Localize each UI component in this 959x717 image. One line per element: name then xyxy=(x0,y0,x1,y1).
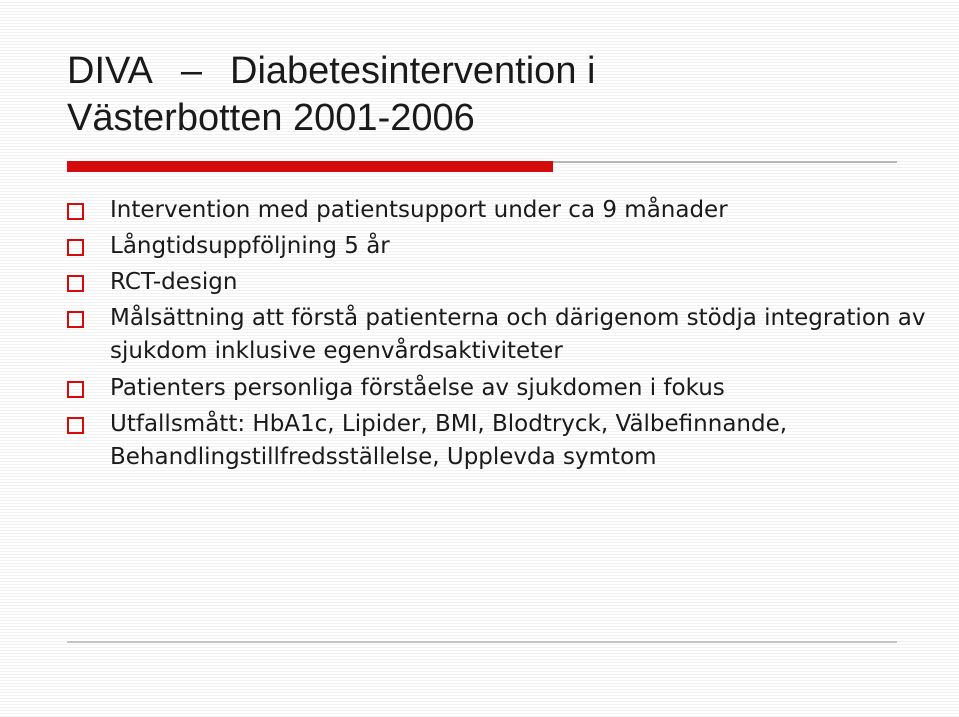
title-line-1 xyxy=(67,48,595,95)
title-dash: – xyxy=(180,50,203,92)
bullet-text: Långtidsuppföljning 5 år xyxy=(110,233,390,259)
slide-title xyxy=(67,48,595,142)
bullet-text: Intervention med patientsupport under ca 9 månader xyxy=(110,197,728,223)
title-underline-red-bar xyxy=(67,161,553,172)
hollow-square-bullet-icon xyxy=(67,239,84,256)
hollow-square-bullet-icon xyxy=(67,311,84,328)
title-underline xyxy=(67,161,897,173)
bullet-item-followup xyxy=(67,230,927,262)
hollow-square-bullet-icon xyxy=(67,275,84,292)
bullet-item-goal xyxy=(67,302,927,368)
bullet-item-focus xyxy=(67,372,927,404)
bullet-item-design xyxy=(67,266,927,298)
hollow-square-bullet-icon xyxy=(67,417,84,434)
bullet-item-intervention xyxy=(67,194,927,226)
hollow-square-bullet-icon xyxy=(67,203,84,220)
bullet-text: RCT-design xyxy=(110,269,238,295)
bullet-list xyxy=(67,194,927,478)
bullet-text: Målsättning att förstå patienterna och därigenom stödja integration av sjukdom inklusive egenvårdsaktiviteter xyxy=(110,305,926,364)
bullet-item-outcomes xyxy=(67,408,927,474)
title-line-2: Västerbotten 2001-2006 xyxy=(67,97,475,139)
hollow-square-bullet-icon xyxy=(67,381,84,398)
title-subtitle: Diabetesintervention i xyxy=(230,50,596,92)
bullet-text: Patienters personliga förståelse av sjukdomen i fokus xyxy=(110,375,725,401)
bullet-text: Utfallsmått: HbA1c, Lipider, BMI, Blodtryck, Välbefinnande, Behandlingstillfredsställelse, Upplevda symtom xyxy=(110,411,788,470)
footer-divider xyxy=(67,641,897,643)
title-acronym: DIVA xyxy=(67,50,153,92)
title-underline-grey-line xyxy=(553,161,897,163)
